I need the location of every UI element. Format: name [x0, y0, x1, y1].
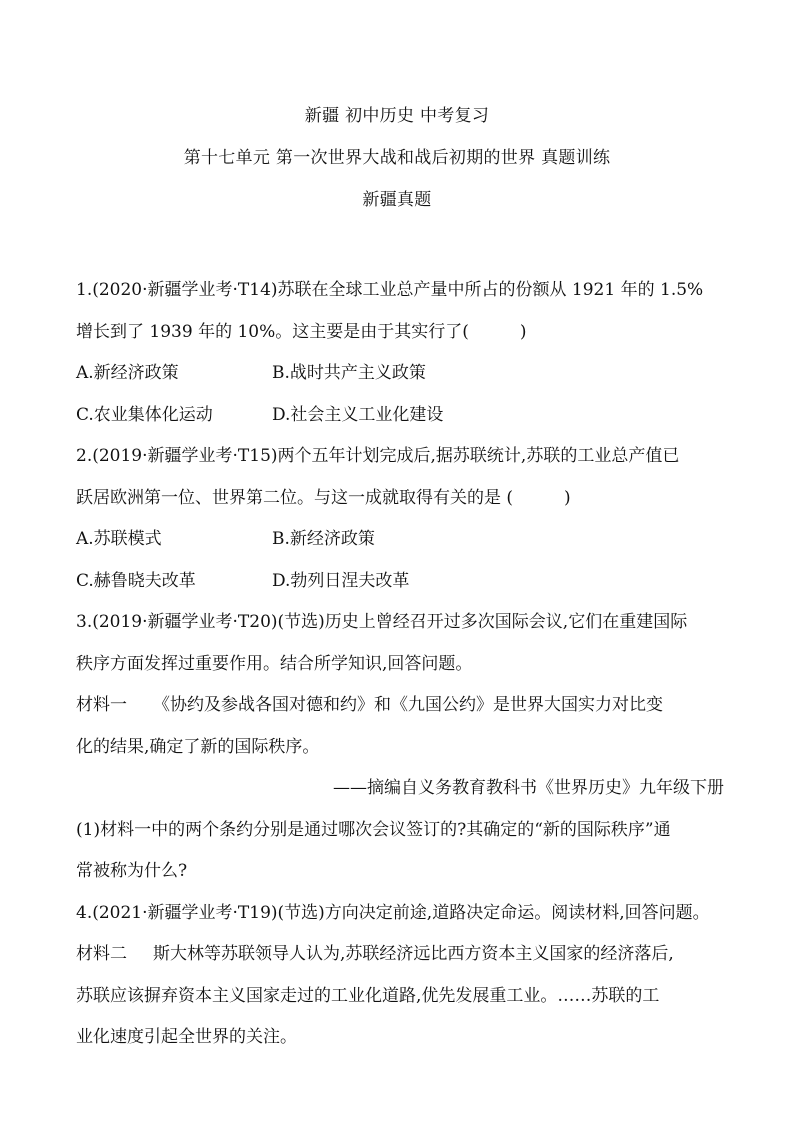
- q4-stem-line1: 4.(2021·新疆学业考·T19)(节选)方向决定前途,道路决定命运。阅读材料,回答问题。: [76, 902, 710, 923]
- q1-option-d: D.社会主义工业化建设: [272, 404, 444, 425]
- section-title: 新疆真题: [362, 190, 432, 210]
- q4-material-line1: [76, 934, 724, 976]
- q3-sub1-line2: 常被称为什么?: [76, 861, 188, 881]
- q2-options-row2: [76, 561, 724, 603]
- q1-options-row1: [76, 353, 724, 395]
- q3-material-text1: 《协约及参战各国对德和约》和《九国公约》是世界大国实力对比变: [153, 695, 663, 715]
- q1-stem-line2: 增长到了 1939 年的 10%。这主要是由于其实行了( ): [76, 321, 527, 342]
- q2-option-b: B.新经济政策: [272, 529, 375, 549]
- q2-stem-line1: 2.(2019·新疆学业考·T15)两个五年计划完成后,据苏联统计,苏联的工业总产值已: [76, 446, 680, 466]
- q3-stem-line1: 3.(2019·新疆学业考·T20)(节选)历史上曾经召开过多次国际会议,它们在重建国际: [76, 612, 688, 632]
- q4-material-line2: 苏联应该摒弃资本主义国家走过的工业化道路,优先发展重工业。……苏联的工: [76, 985, 660, 1006]
- q1-stem-line1: 1.(2020·新疆学业考·T14)苏联在全球工业总产量中所占的份额从 1921 年的 1.5%: [76, 280, 704, 300]
- q3-material-line2: 化的结果,确定了新的国际秩序。: [76, 736, 320, 757]
- q2-option-d: D.勃列日涅夫改革: [272, 570, 410, 591]
- q3-material-line1: [76, 685, 724, 727]
- unit-title: 第十七单元 第一次世界大战和战后初期的世界 真题训练: [183, 148, 611, 168]
- q1-option-c: C.农业集体化运动: [76, 404, 213, 425]
- q3-material-label: 材料一: [76, 695, 127, 715]
- q4-material-line3: 业化速度引起全世界的关注。: [76, 1027, 297, 1047]
- q3-material-source: ——摘编自义务教育教科书《世界历史》九年级下册: [333, 778, 724, 798]
- q3-stem-line2: 秩序方面发挥过重要作用。结合所学知识,回答问题。: [76, 653, 473, 674]
- questions-body: [76, 270, 724, 1059]
- q3-sub1-line1: (1)材料一中的两个条约分别是通过哪次会议签订的?其确定的“新的国际秩序”通: [76, 819, 671, 840]
- q4-material-text1: 斯大林等苏联领导人认为,苏联经济远比西方资本主义国家的经济落后,: [153, 944, 674, 964]
- q2-options-row1: [76, 519, 724, 561]
- q2-option-c: C.赫鲁晓夫改革: [76, 570, 196, 591]
- q2-option-a: A.苏联模式: [76, 529, 162, 549]
- q1-option-a: A.新经济政策: [76, 363, 179, 383]
- q1-option-b: B.战时共产主义政策: [272, 363, 426, 383]
- q1-options-row2: [76, 395, 724, 437]
- q4-material-label: 材料二: [76, 944, 127, 964]
- document-title: 新疆 初中历史 中考复习: [304, 106, 490, 126]
- q2-stem-line2: 跃居欧洲第一位、世界第二位。与这一成就取得有关的是 ( ): [76, 487, 571, 508]
